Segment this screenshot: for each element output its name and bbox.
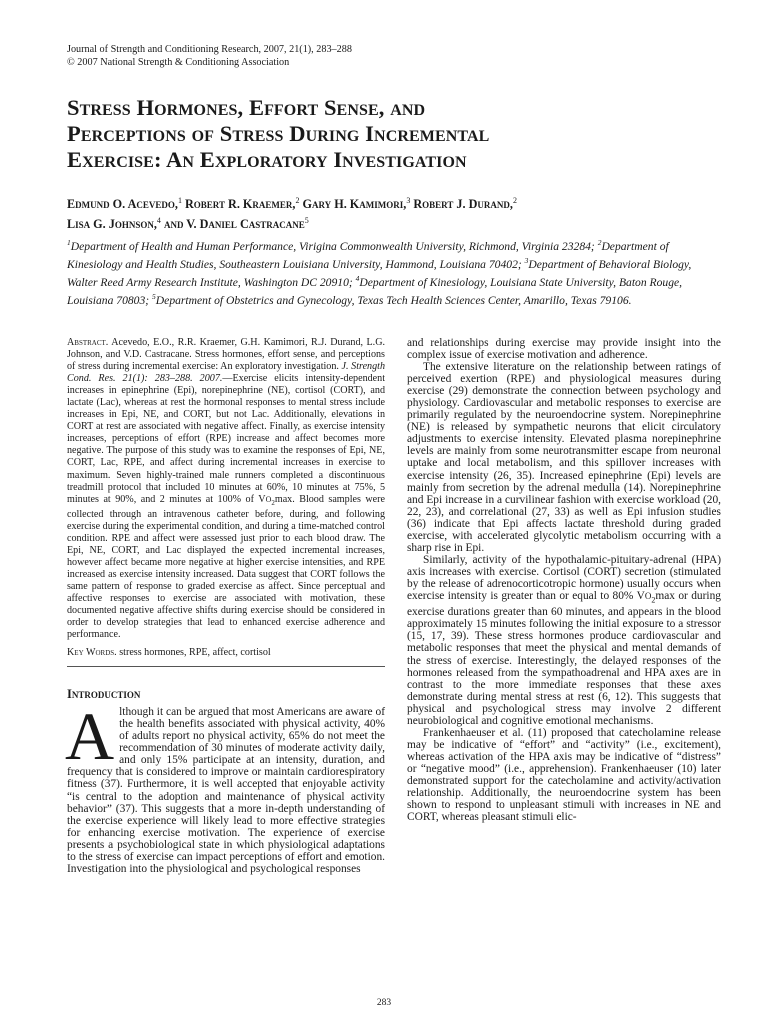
- affiliation-mark: 5: [152, 292, 156, 302]
- drop-cap: A: [65, 698, 115, 775]
- paragraph-part-1: Similarly, activity of the hypothalamic-pituitary-adrenal (HPA) axis increases with exercise. Cortisol (CORT) secretion (stimulated by the release of adrenocorticotropic hormone) usually occurs when exercise intensity is greater than or equal to 80% V: [407, 553, 721, 602]
- vo2-dot-subscript: O: [644, 590, 652, 601]
- author-affiliation-mark: 2: [512, 196, 517, 205]
- article-title: [67, 95, 707, 173]
- author-list: [67, 193, 707, 232]
- author-conjunction: and: [163, 216, 184, 231]
- introduction-heading: Introduction: [67, 687, 141, 702]
- keywords-label: Key Words.: [67, 647, 117, 659]
- body-paragraph: The extensive literature on the relationship between ratings of perceived exertion (RPE) and physiological measures during exercise (29) demonstrate the connection between psychology and physiology. Cardiovascular and metabolic responses to exercise are primarily regulated by the neuroendocrine system. Norepinephrine (NE) is released by sympathetic neurons that elicit circulatory adjustments to exercise intensity. Elevated plasma norepinephrine levels are mainly from some neurotransmitter escape from neuronal uptake and local metabolism, and this spillover increases with exercise intensity (26, 35). Increased epinephrine (Epi) levels are mainly from secretion by the adrenal medulla (14). Norepinephrine and Epi increase in a curvilinear fashion with exercise workload (20, 22, 23), and correlational (27, 33) as well as Epi infusion studies (36) indicate that Epi affects lactate threshold during graded exercise, with accelerated glycolytic metabolism occurring with a sharp rise in Epi.: [407, 361, 721, 554]
- affiliation-mark: 2: [597, 238, 602, 247]
- affiliation-mark: 3: [524, 256, 529, 266]
- abstract-journal-ref: J. Strength Cond. Res. 21(1): 283–288. 2007.: [67, 361, 385, 385]
- author-affiliation-mark: 2: [295, 196, 300, 205]
- author-affiliation-mark: 4: [156, 215, 161, 225]
- keywords: [67, 647, 385, 659]
- keywords-text: stress hormones, RPE, affect, cortisol: [119, 647, 271, 659]
- vo2-two-subscript: 2: [271, 498, 275, 507]
- abstract: [67, 337, 385, 641]
- left-column: [67, 337, 385, 875]
- author-name: Robert J. Durand,: [413, 197, 513, 212]
- affiliation-text: Department of Obstetrics and Gynecology, Texas Tech Health Sciences Center, Amarillo, Texas 79106.: [155, 294, 632, 308]
- author-name: Gary H. Kamimori,: [302, 197, 407, 212]
- author-name: Lisa G. Johnson,: [67, 216, 157, 231]
- body-paragraph: Frankenhaeuser et al. (11) proposed that catecholamine release may be indicative of “effort” and “activity” (i.e., excitement), whereas activation of the HPA axis may be indicative of “distress” or “negative mood” (i.e., apprehension). Frankenhaeuser (10) later demonstrated support for the catecholamine and activity/activation relationship. Additionally, the neuroendocrine system has been shown to respond to unpleasant stimuli with increases in NE and CORT, whereas pleasant stimuli elic-: [407, 726, 721, 824]
- section-divider: [67, 666, 385, 667]
- introduction-body: [65, 698, 385, 875]
- author-name: V. Daniel Castracane: [186, 216, 305, 231]
- vo2-two-subscript: 2: [651, 595, 656, 605]
- abstract-citation: Acevedo, E.O., R.R. Kraemer, G.H. Kamimori, R.J. Durand, L.G. Johnson, and V.D. Castracane. Stress hormones, effort sense, and perceptions of stress during incremental exercise: An exploratory investigation.: [67, 337, 386, 373]
- author-affiliation-mark: 1: [177, 196, 182, 205]
- affiliations: [67, 236, 707, 309]
- author-name: Edmund O. Acevedo,: [67, 197, 178, 212]
- vo2-dot-subscript: O: [265, 494, 272, 504]
- title-line-1: Stress Hormones, Effort Sense, and: [67, 95, 426, 120]
- body-paragraph: and relationships during exercise may provide insight into the complex issue of exercise motivation and adherence.: [407, 337, 721, 362]
- right-column: [407, 337, 721, 823]
- author-affiliation-mark: 3: [406, 196, 411, 205]
- affiliation-text: Department of Health and Human Performance, Virigina Commonwealth University, Richmond, Virginia 23284;: [70, 239, 595, 253]
- affiliation-mark: 1: [67, 238, 71, 247]
- affiliation-mark: 4: [355, 274, 360, 284]
- journal-citation-line: Journal of Strength and Conditioning Research, 2007, 21(1), 283–288: [67, 44, 352, 55]
- abstract-body-part-1: —Exercise elicits intensity-dependent increases in epinephrine (Epi), norepinephrine (NE), cortisol (CORT), and lactate (Lac), whereas at rest the hormonal responses to mental stress include increases in Epi, NE, and CORT, but not Lac. Additionally, elevations in CORT at rest are associated with negative affect. Finally, as exercise intensity increases, perceptions of effort (RPE) increase and affect becomes more negative. The purpose of this study was to examine the responses of Epi, NE, CORT, Lac, RPE, and affect during incremental increases in exercise to maximum. Seven highly-trained male runners completed a discontinuous treadmill protocol that included 10 minutes at 60%, 10 minutes at 75%, 5 minutes at 90%, and 2 minutes at 100% of V: [67, 373, 385, 505]
- title-line-2: Perceptions of Stress During Incremental: [67, 121, 490, 146]
- affiliation-text: Department of Kinesiology and Health Studies, Southeastern Louisiana University, Hammond, Louisiana 70402;: [67, 239, 669, 272]
- author-affiliation-mark: 5: [304, 215, 309, 225]
- author-name: Robert R. Kraemer,: [184, 197, 296, 212]
- title-line-3: Exercise: An Exploratory Investigation: [67, 147, 467, 172]
- introduction-text: lthough it can be argued that most Americans are aware of the health benefits associated with physical activity, 40% of adults report no physical activity, 65% do not meet the recommendation of 30 minutes of moderate activity daily, and only 15% participate at an intensity, duration, and frequency that is considered to improve or maintain cardiorespiratory fitness (37). Furthermore, it is well accepted that enjoyable activity “is central to the adoption and maintenance of physical activity behavior” (37). This suggests that a more in-depth understanding of the exercise experience will likely lead to more effective strategies for enhancing exercise motivation. The experience of exercise presents a psychobiological state in which physiological adaptations to the stress of exercise can impact perceptions of effort and emotion. Investigation into the physiological and psychological responses: [67, 706, 385, 875]
- paragraph-part-2: max or during exercise durations greater than 60 minutes, and appears in the blood approximately 15 minutes following the initial exposure to a stressor (15, 17, 39). These stress hormones produce cardiovascular and metabolic responses that meet the physical and mental demands of the stress of exercise. Interestingly, the delayed responses of the hormones released from the sympathoadrenal and HPA axes are in contrast to the more immediate responses that these axes demonstrate during mental stress at rest (6, 12). This suggests that physical and psychological stress may involve 2 different neurobiological and cognitive emotional mechanisms.: [407, 589, 721, 727]
- page-number: 283: [376, 998, 392, 1008]
- abstract-label: Abstract.: [67, 337, 109, 348]
- abstract-body-part-2: max. Blood samples were collected through an intravenous catheter before, during, and following exercise during the experimental condition, and during a time-matched control condition. RPE and affect were assessed just prior to each blood draw. The Epi, NE, CORT, and Lac displayed the expected incremental increases, however affect became more negative at higher exercise intensities, and RPE increased as exercise intensity increased. Data suggest that CORT follows the same pattern of response to graded exercise as affect. Since perceptual and affective responses to exercise are associated with motivation, these documented negative affective shifts during exercise should be considered in order to develop strategies that lead to enhanced exercise adherence and performance.: [67, 493, 386, 641]
- body-paragraph: [407, 554, 721, 727]
- affiliation-text: Department of Kinesiology, Louisiana State University, Baton Rouge, Louisiana 70803;: [67, 276, 683, 308]
- affiliation-text: Department of Behavioral Biology, Walter Reed Army Research Institute, Washington DC 20910;: [67, 258, 692, 290]
- journal-header: [67, 43, 352, 69]
- copyright-line: © 2007 National Strength & Conditioning Association: [67, 57, 290, 68]
